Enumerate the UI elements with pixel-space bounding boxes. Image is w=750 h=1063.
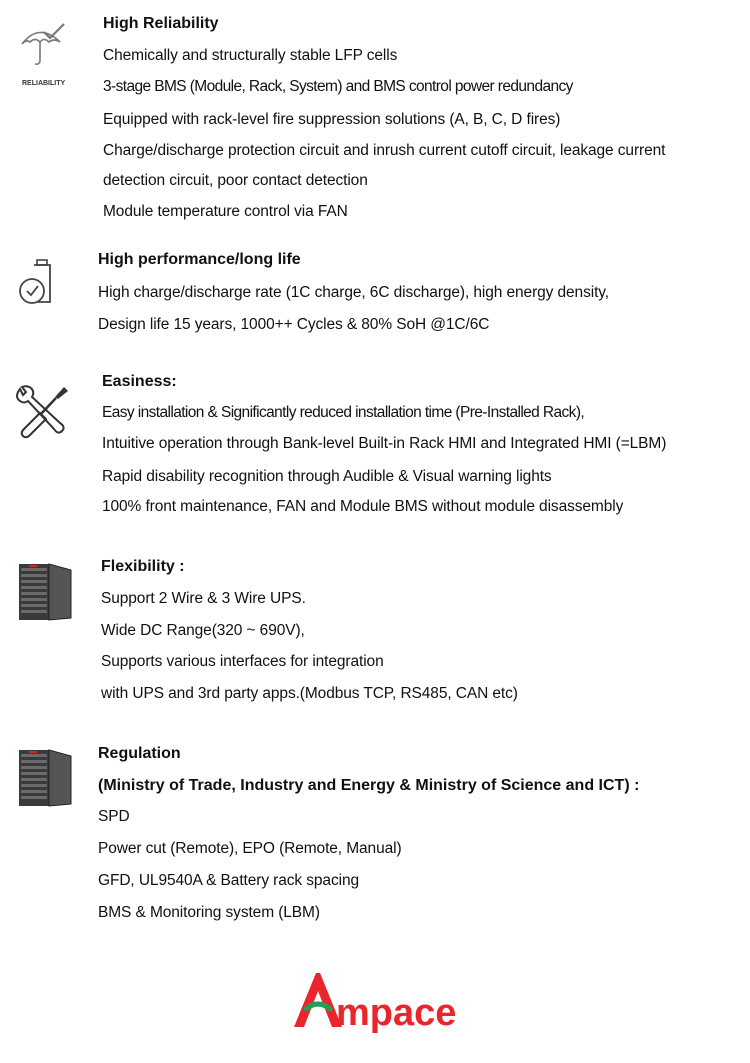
section-line: Supports various interfaces for integration [101,653,384,670]
battery-rack-icon [17,746,73,810]
section-line: with UPS and 3rd party apps.(Modbus TCP, RS485, CAN etc) [101,685,518,702]
section-line: Easy installation & Significantly reduced installation time (Pre-Installed Rack), [102,404,585,421]
section-line: Module temperature control via FAN [103,203,348,220]
umbrella-check-icon [14,20,74,87]
section-subtitle: (Ministry of Trade, Industry and Energy & Ministry of Science and ICT) : [98,777,640,794]
section-title: Easiness: [102,373,177,390]
section-line: GFD, UL9540A & Battery rack spacing [98,872,359,889]
section-title: Regulation [98,745,181,762]
section-line: BMS & Monitoring system (LBM) [98,904,320,921]
icon-caption: RELIABILITY [22,80,66,87]
section-line: Support 2 Wire & 3 Wire UPS. [101,590,306,607]
section-line: SPD [98,808,130,825]
ampace-logo [290,965,465,1035]
section-line: Wide DC Range(320 ~ 690V), [101,622,305,639]
section-line: 3-stage BMS (Module, Rack, System) and BMS control power redundancy [103,78,573,95]
section-title: High performance/long life [98,251,301,268]
section-line: Power cut (Remote), EPO (Remote, Manual) [98,840,402,857]
section-line: Charge/discharge protection circuit and inrush current cutoff circuit, leakage current [103,142,666,159]
section-line: Design life 15 years, 1000++ Cycles & 80% SoH @1C/6C [98,316,490,333]
section-title: High Reliability [103,15,219,32]
section-line: Rapid disability recognition through Audible & Visual warning lights [102,468,552,485]
section-line: 100% front maintenance, FAN and Module BMS without module disassembly [102,498,624,515]
section-line: Equipped with rack-level fire suppression solutions (A, B, C, D fires) [103,111,561,128]
wrench-screwdriver-icon [12,383,70,441]
logo-text: mpace [336,992,457,1034]
battery-rack-icon [17,560,73,624]
section-line: detection circuit, poor contact detection [103,172,368,189]
battery-clock-icon [14,258,58,310]
section-title: Flexibility : [101,558,185,575]
section-line: Chemically and structurally stable LFP cells [103,47,398,64]
section-line: High charge/discharge rate (1C charge, 6C discharge), high energy density, [98,284,609,301]
section-line: Intuitive operation through Bank-level Built-in Rack HMI and Integrated HMI (=LBM) [102,435,667,452]
